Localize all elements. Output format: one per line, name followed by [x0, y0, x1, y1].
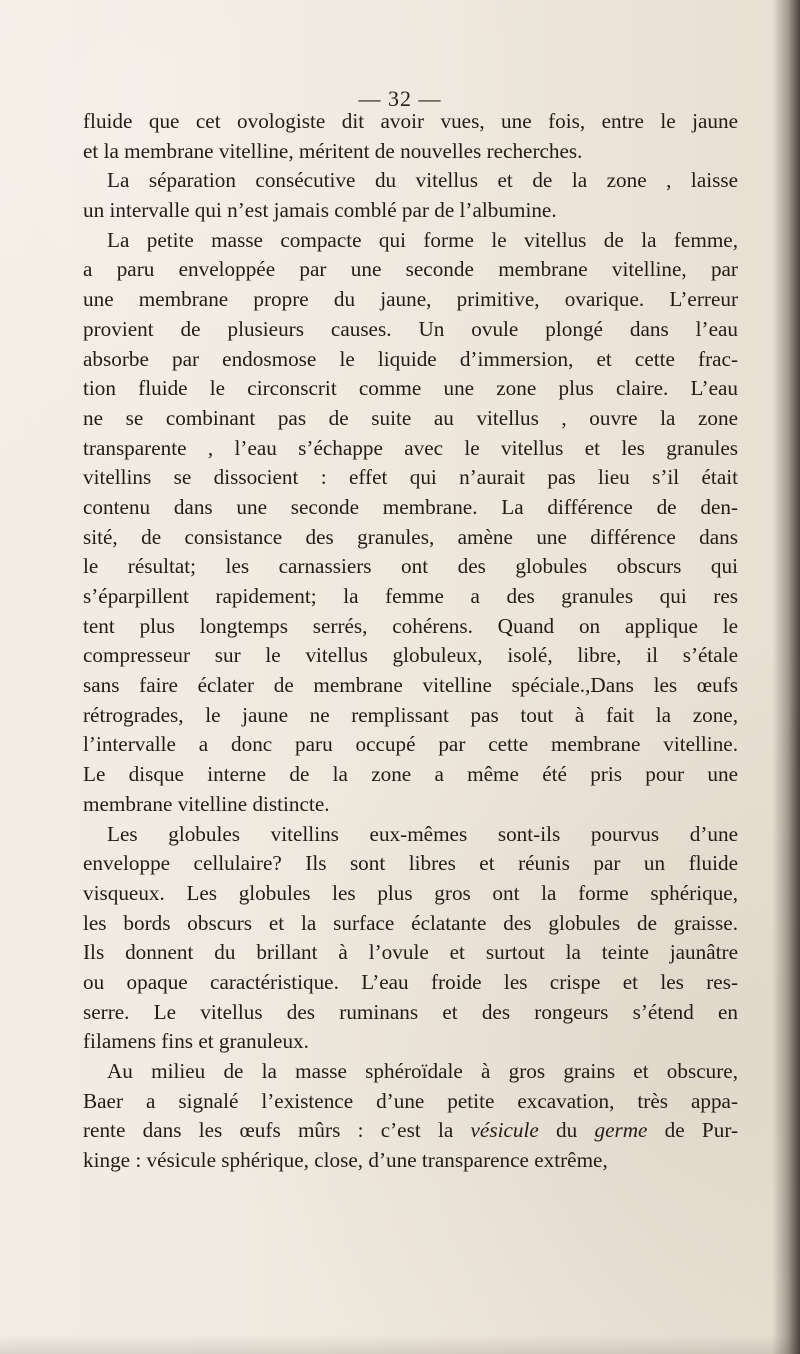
text-line: transparente , l’eau s’échappe avec le vitellus et les granules [83, 435, 738, 460]
text-line: Les globules vitellins eux-mêmes sont-ils pourvus d’une [107, 821, 738, 846]
text-line: contenu dans une seconde membrane. La différence de den- [83, 494, 738, 519]
text-line: Baer a signalé l’existence d’une petite excavation, très appa- [83, 1088, 738, 1113]
text-line: tent plus longtemps serrés, cohérens. Quand on applique le [83, 613, 738, 638]
text-line: ne se combinant pas de suite au vitellus , ouvre la zone [83, 405, 738, 430]
text-line: compresseur sur le vitellus globuleux, isolé, libre, il s’étale [83, 643, 738, 668]
text-line: Le disque interne de la zone a même été pris pour une [83, 762, 738, 787]
text-line: sans faire éclater de membrane vitelline spéciale.,Dans les œufs [83, 673, 738, 698]
text-line: filamens fins et granuleux. [83, 1029, 309, 1054]
text-line: et la membrane vitelline, méritent de nouvelles recherches. [83, 138, 583, 163]
text-line: vitellins se dissocient : effet qui n’aurait pas lieu s’il était [83, 465, 738, 490]
text-line: fluide que cet ovologiste dit avoir vues, une fois, entre le jaune [83, 109, 738, 133]
italic-term-vesicule: vésicule [470, 1118, 539, 1143]
text-line: s’éparpillent rapidement; la femme a des granules qui res [83, 584, 738, 608]
page-bottom-shadow [0, 1334, 800, 1354]
text-line: un intervalle qui n’est jamais comblé par de l’albumine. [83, 198, 557, 223]
text-line: serre. Le vitellus des ruminans et des rongeurs s’étend en [83, 999, 738, 1024]
text-fragment: de Pur- [647, 1118, 738, 1143]
text-line: rétrogrades, le jaune ne remplissant pas tout à fait la zone, [83, 702, 738, 727]
text-line: sité, de consistance des granules, amène une différence dans [83, 524, 738, 549]
text-line: membrane vitelline distincte. [83, 791, 330, 816]
text-line: l’intervalle a donc paru occupé par cette membrane vitelline. [83, 732, 738, 757]
text-line: La petite masse compacte qui forme le vitellus de la femme, [107, 227, 738, 252]
text-fragment: rente dans les œufs mûrs : c’est la [83, 1118, 471, 1143]
text-line-with-italics [83, 1116, 738, 1146]
text-line: provient de plusieurs causes. Un ovule plongé dans l’eau [83, 316, 738, 341]
text-line: Au milieu de la masse sphéroïdale à gros grains et obscure, [107, 1059, 738, 1083]
text-line: La séparation consécutive du vitellus et de la zone , laisse [107, 168, 738, 193]
body-text [83, 107, 738, 1176]
text-fragment: du [538, 1118, 595, 1143]
text-line: ou opaque caractéristique. L’eau froide les crispe et les res- [83, 969, 738, 994]
text-line: a paru enveloppée par une seconde membrane vitelline, par [83, 257, 738, 282]
page-number: — 32 — [358, 86, 442, 111]
text-line: tion fluide le circonscrit comme une zone plus claire. L’eau [83, 376, 738, 401]
text-line: les bords obscurs et la surface éclatante des globules de graisse. [83, 910, 738, 935]
text-line: kinge : vésicule sphérique, close, d’une transparence extrême, [83, 1148, 608, 1173]
text-line: visqueux. Les globules les plus gros ont la forme sphérique, [83, 880, 738, 905]
text-line: une membrane propre du jaune, primitive, ovarique. L’erreur [83, 287, 738, 312]
page-edge-shadow [772, 0, 800, 1354]
text-line: enveloppe cellulaire? Ils sont libres et réunis par un fluide [83, 851, 738, 876]
text-line: le résultat; les carnassiers ont des globules obscurs qui [83, 554, 738, 579]
italic-term-germe: germe [594, 1118, 648, 1143]
text-line: Ils donnent du brillant à l’ovule et surtout la teinte jaunâtre [83, 940, 738, 965]
text-line: absorbe par endosmose le liquide d’immersion, et cette frac- [83, 346, 738, 371]
